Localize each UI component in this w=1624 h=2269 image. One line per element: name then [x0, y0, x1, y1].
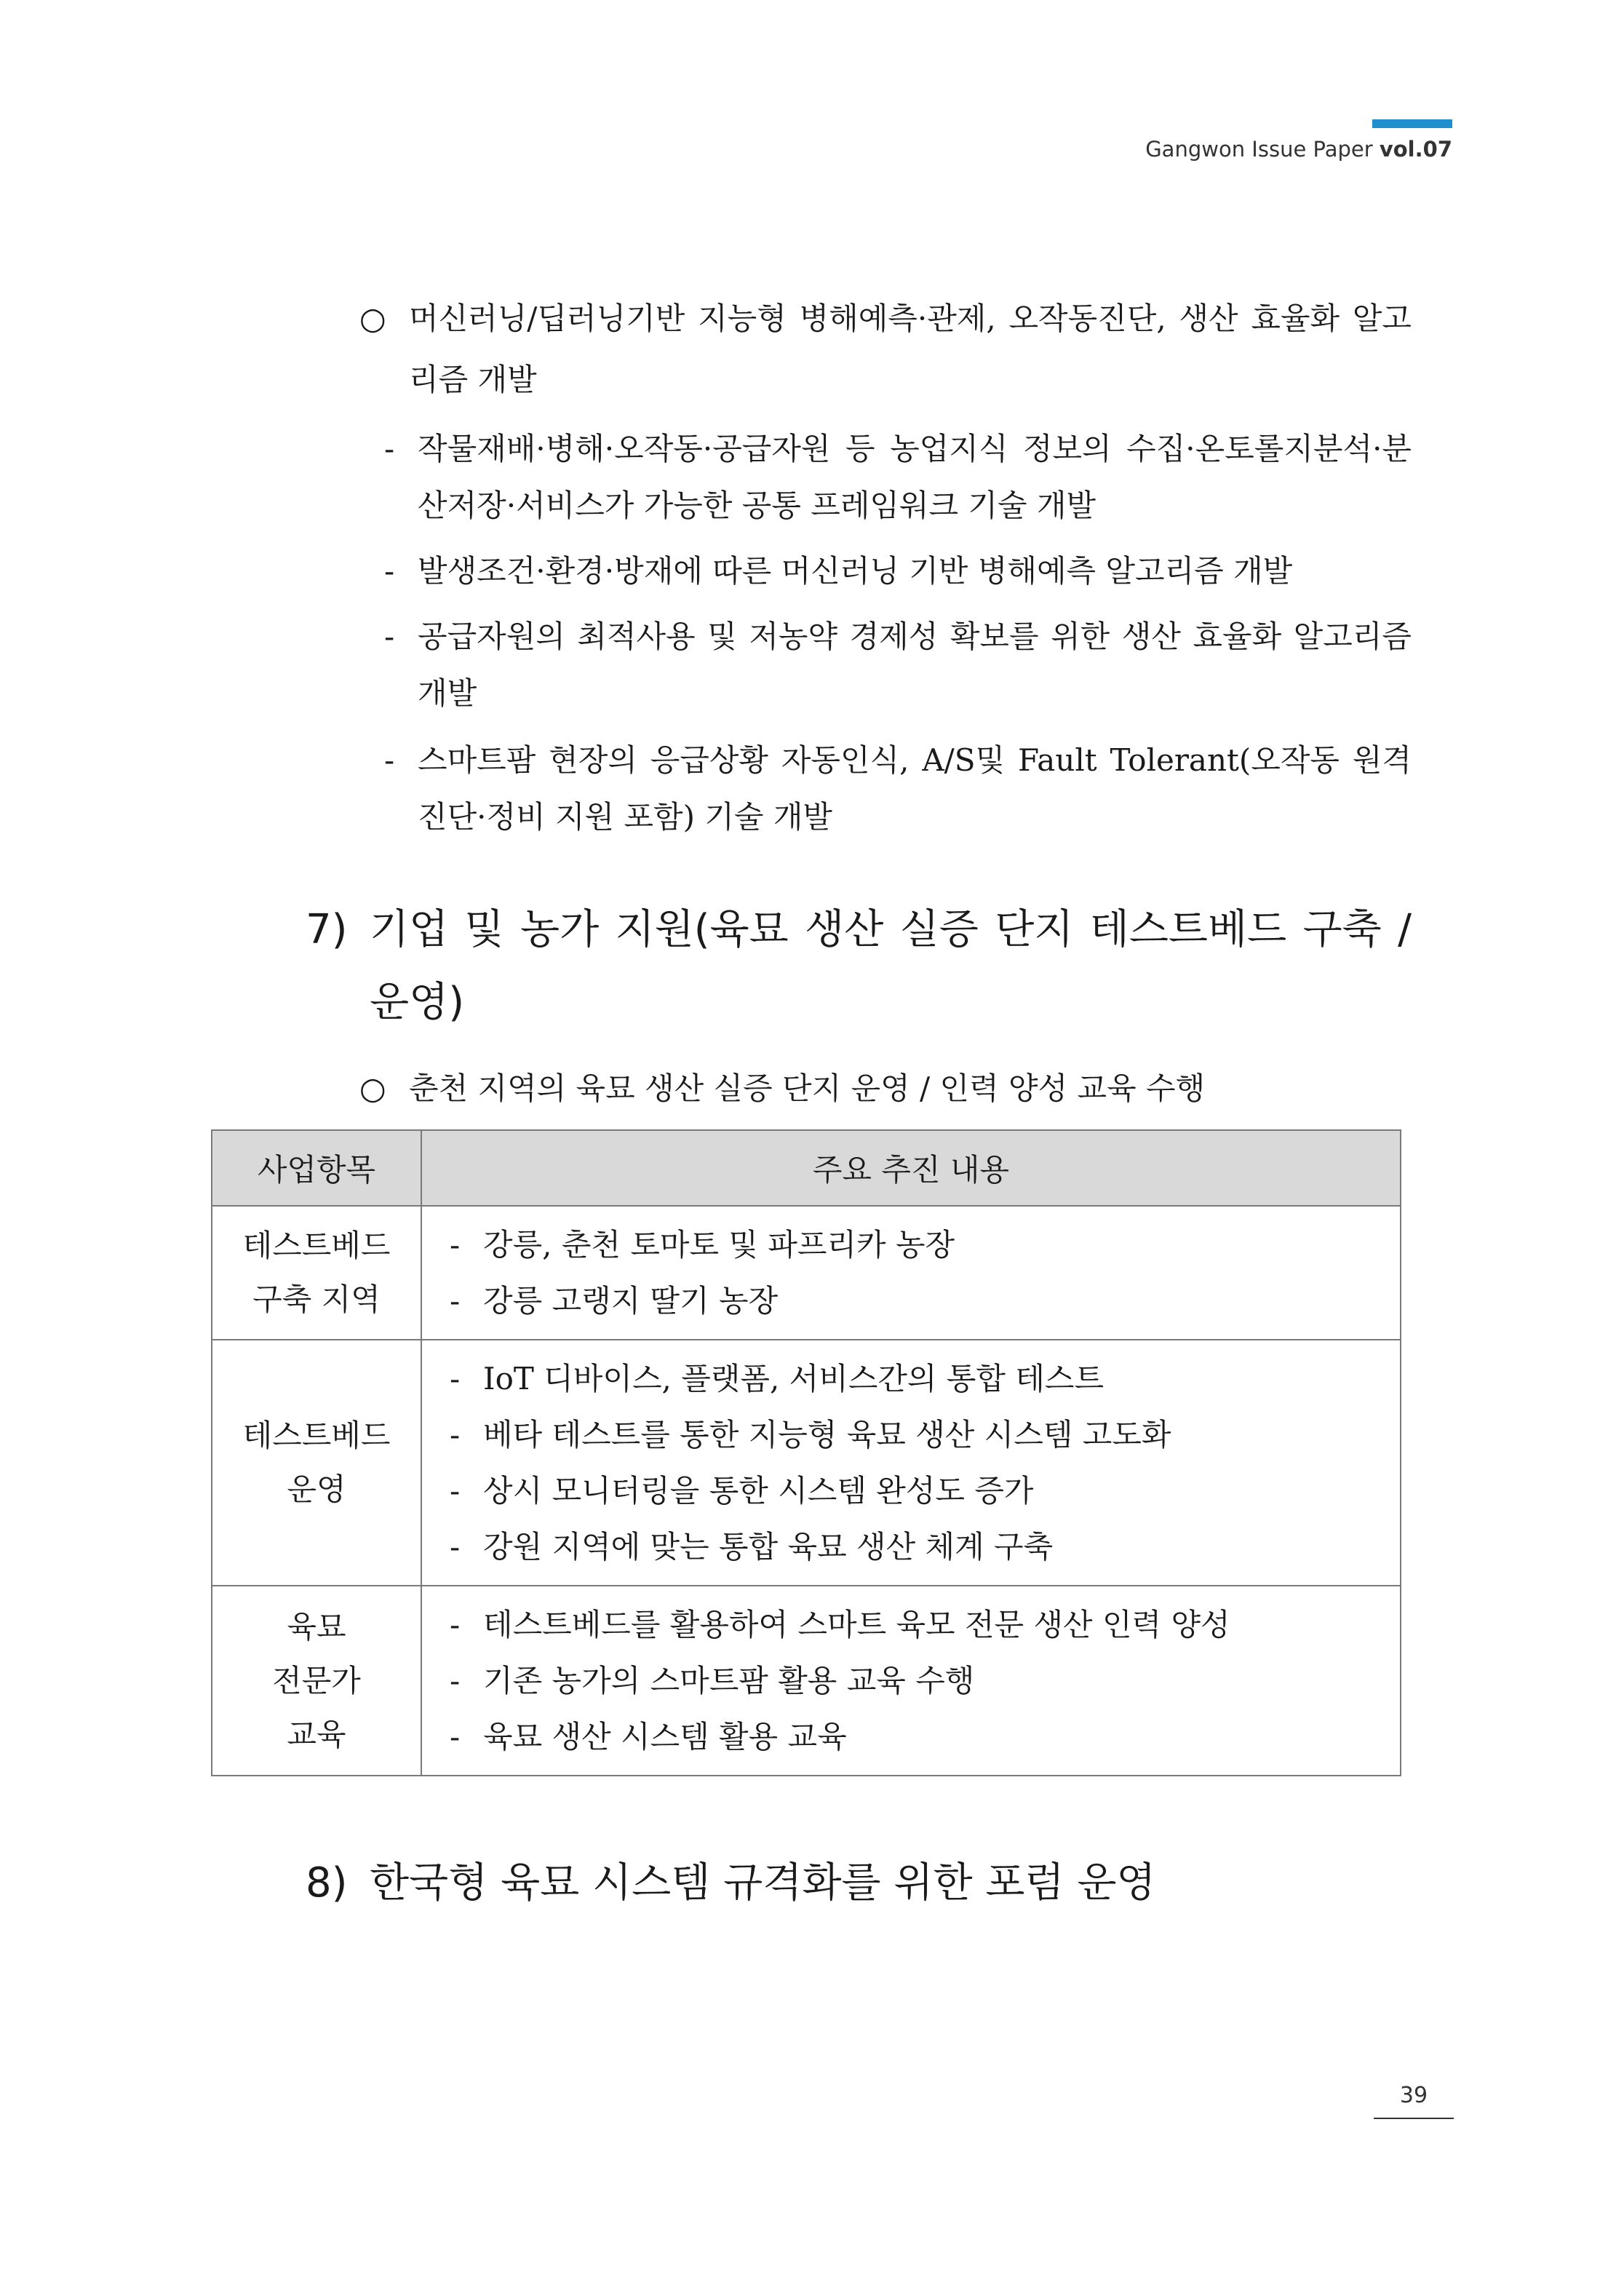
content-line [450, 1351, 1400, 1407]
section-title: 한국형 육묘 시스템 규격화를 위한 포럼 운영 [370, 1859, 1156, 1907]
header-title [1145, 137, 1452, 162]
header-volume: vol.07 [1379, 137, 1452, 162]
content-text: 베타 테스트를 통한 지능형 육묘 생산 시스템 고도화 [483, 1417, 1171, 1453]
content-text: 상시 모니터링을 통한 시스템 완성도 증가 [483, 1473, 1034, 1509]
content-text: 강원 지역에 맞는 통합 육묘 생산 체계 구축 [483, 1529, 1054, 1565]
dash-marker: - [384, 553, 395, 589]
content-line [450, 1597, 1400, 1653]
header-brand: Gangwon Issue Paper [1145, 137, 1373, 162]
header-business-item: 사업항목 [212, 1130, 421, 1206]
row-content [421, 1586, 1401, 1776]
dash-marker: - [450, 1227, 461, 1263]
dash-marker: - [450, 1283, 461, 1319]
dash-marker: - [450, 1719, 461, 1755]
sub-item-3 [384, 608, 1412, 722]
category-line: 구축 지역 [252, 1281, 381, 1317]
content-text: 기존 농가의 스마트팜 활용 교육 수행 [483, 1663, 975, 1698]
content-line [450, 1407, 1400, 1463]
row-category [212, 1340, 421, 1586]
content-text: IoT 디바이스, 플랫폼, 서비스간의 통합 테스트 [483, 1361, 1104, 1396]
section-8-heading [306, 1847, 1412, 1920]
sub-item-text: 작물재배·병해·오작동·공급자원 등 농업지식 정보의 수집·온토롤지분석·분산저장·서비스가 가능한 공통 프레임워크 기술 개발 [418, 431, 1412, 523]
intro-item-text: 머신러닝/딥러닝기반 지능형 병해예측·관제, 오작동진단, 생산 효율화 알고리즘 개발 [409, 301, 1412, 397]
circle-marker: ○ [359, 1070, 386, 1106]
table-row [212, 1586, 1401, 1776]
sub-item-text: 발생조건·환경·방재에 따른 머신러닝 기반 병해예측 알고리즘 개발 [418, 553, 1293, 589]
content-line [450, 1653, 1400, 1709]
dash-marker: - [384, 742, 395, 778]
content-line [450, 1463, 1400, 1519]
table-header-row [212, 1130, 1401, 1206]
dash-marker: - [384, 431, 395, 466]
section-7-item [359, 1058, 1412, 1119]
dash-marker: - [450, 1663, 461, 1698]
intro-item [359, 288, 1412, 410]
content-text: 강릉, 춘천 토마토 및 파프리카 농장 [483, 1227, 955, 1263]
header-accent-bar [1372, 119, 1452, 128]
sub-item-2 [384, 543, 1412, 600]
content-text: 테스트베드를 활용하여 스마트 육모 전문 생산 인력 양성 [483, 1607, 1230, 1642]
row-content [421, 1340, 1401, 1586]
dash-marker: - [450, 1473, 461, 1509]
sub-item-1 [384, 421, 1412, 534]
table-row [212, 1340, 1401, 1586]
dash-marker: - [450, 1529, 461, 1565]
content-line [450, 1273, 1400, 1329]
section-7-heading [306, 894, 1412, 1039]
circle-marker: ○ [359, 301, 386, 336]
dash-marker: - [384, 619, 395, 654]
row-category [212, 1206, 421, 1340]
header-main-content: 주요 추진 내용 [421, 1130, 1401, 1206]
content-line [450, 1709, 1400, 1765]
sub-item-4 [384, 732, 1412, 846]
category-line: 운영 [287, 1471, 346, 1507]
row-category [212, 1586, 421, 1776]
page-number: 39 [1399, 2083, 1428, 2108]
category-line: 교육 [287, 1716, 346, 1752]
section-7-item-text: 춘천 지역의 육묘 생산 실증 단지 운영 / 인력 양성 교육 수행 [409, 1070, 1206, 1106]
category-line: 테스트베드 [242, 1228, 391, 1263]
sub-item-text: 공급자원의 최적사용 및 저농약 경제성 확보를 위한 생산 효율화 알고리즘 개발 [418, 619, 1412, 711]
section-title: 기업 및 농가 지원(육묘 생산 실증 단지 테스트베드 구축 / 운영) [370, 906, 1412, 1026]
dash-marker: - [450, 1607, 461, 1642]
sub-item-text: 스마트팜 현장의 응급상황 자동인식, A/S및 Fault Tolerant(오작동 원격 진단·정비 지원 포함) 기술 개발 [418, 742, 1412, 835]
category-line: 테스트베드 [242, 1418, 391, 1453]
content-text: 강릉 고랭지 딸기 농장 [483, 1283, 779, 1319]
row-content [421, 1206, 1401, 1340]
content-text: 육묘 생산 시스템 활용 교육 [483, 1719, 847, 1755]
content-line [450, 1217, 1400, 1273]
category-line: 전문가 [272, 1662, 361, 1698]
business-table [211, 1129, 1401, 1776]
dash-marker: - [450, 1417, 461, 1453]
category-line: 육묘 [287, 1608, 346, 1645]
page-number-rule [1374, 2118, 1454, 2119]
section-number: 8) [306, 1859, 348, 1907]
table-row [212, 1206, 1401, 1340]
section-number: 7) [306, 906, 348, 953]
dash-marker: - [450, 1361, 461, 1396]
content-line [450, 1519, 1400, 1575]
